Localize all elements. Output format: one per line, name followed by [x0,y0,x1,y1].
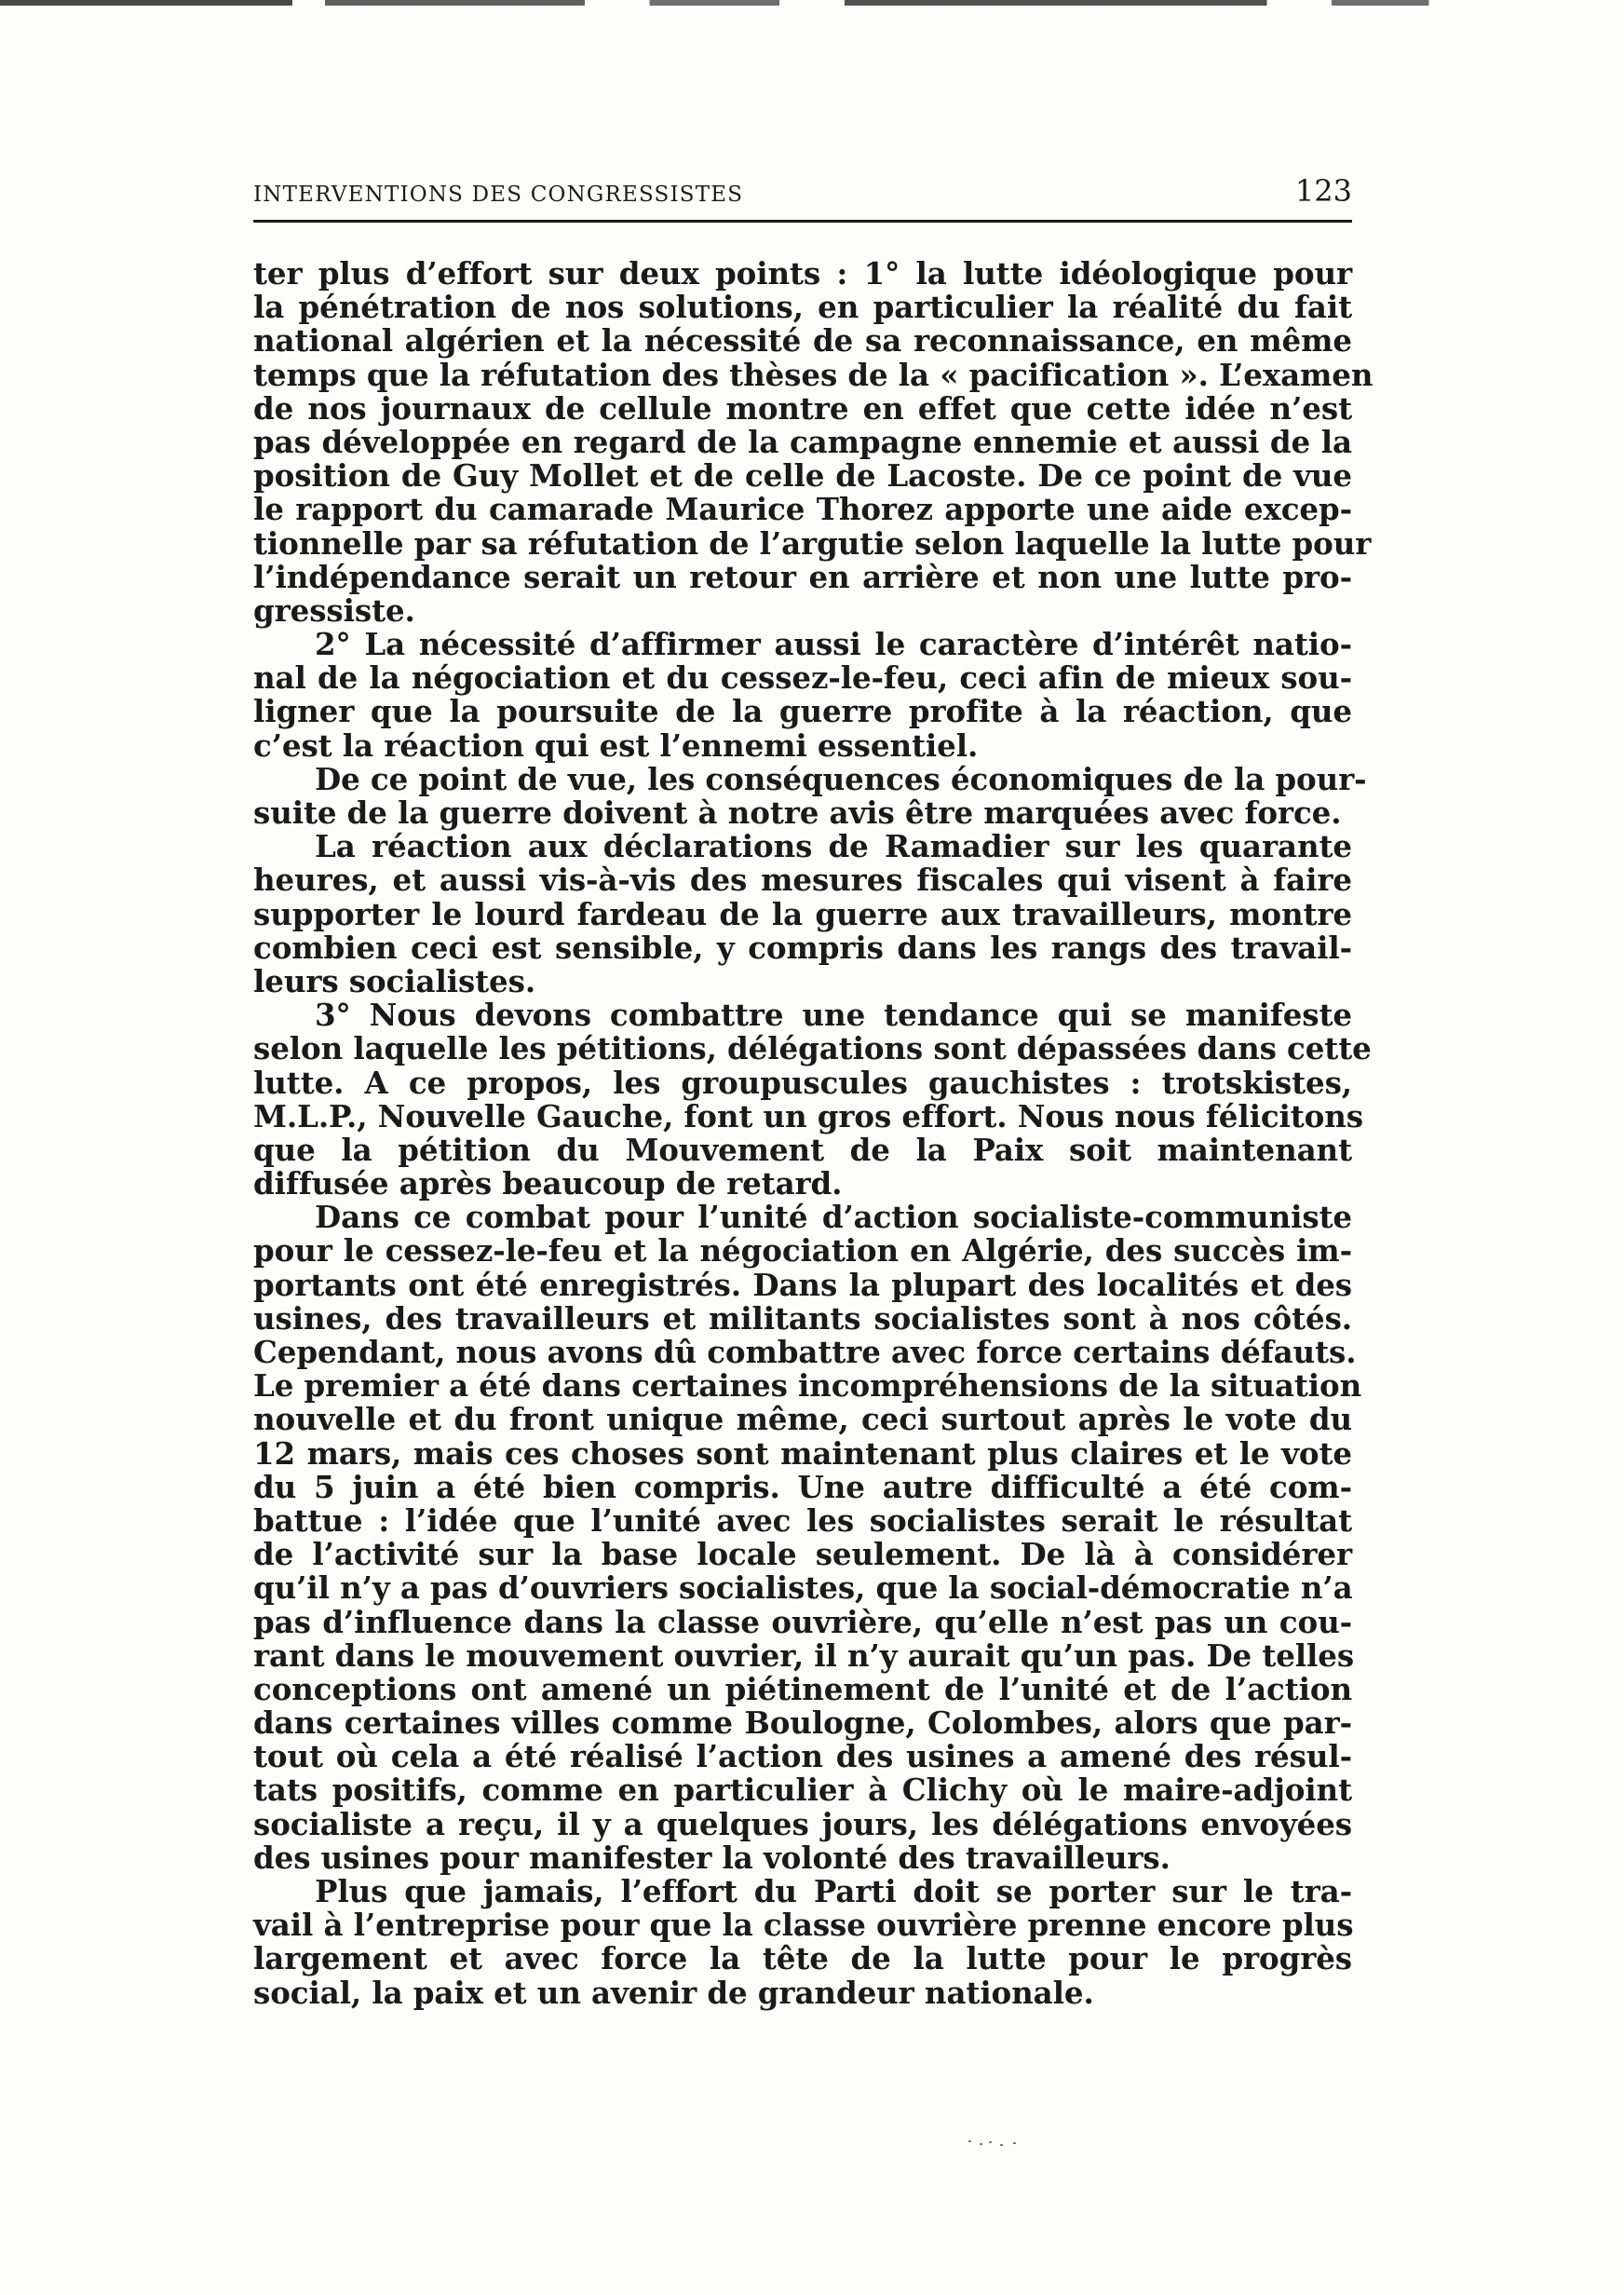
text-line: tout où cela a été réalisé l’action des usines a amené des résul- [253,1738,1352,1775]
text-line: La réaction aux déclarations de Ramadier sur les quarante [315,828,1352,865]
speck [989,2141,992,2143]
text-line: gressiste. [253,591,415,629]
scan-edge-artifact [0,0,1624,6]
header-rule [253,220,1352,223]
text-line: du 5 juin a été bien compris. Une autre difficulté a été com- [253,1468,1352,1505]
text-line: tionnelle par sa réfutation de l’argutie selon laquelle la lutte pour [253,524,1372,562]
text-line: que la pétition du Mouvement de la Paix soit maintenant [253,1131,1352,1168]
text-line: lutte. A ce propos, les groupuscules gauchistes : trotskistes, [253,1064,1352,1101]
text-line: social, la paix et un avenir de grandeur nationale. [253,1974,1094,2011]
speck [980,2143,982,2145]
text-line: qu’il n’y a pas d’ouvriers socialistes, que la social-démocratie n’a [253,1569,1353,1607]
text-line: de nos journaux de cellule montre en effet que cette idée n’est [253,389,1352,427]
text-line: ter plus d’effort sur deux points : 1° la lutte idéologique pour [253,255,1352,292]
text-line: battue : l’idée que l’unité avec les socialistes serait le résultat [253,1501,1352,1539]
speck [968,2140,971,2142]
running-head [253,166,1352,218]
text-line: diffusée après beaucoup de retard. [253,1165,843,1202]
text-line: selon laquelle les pétitions, délégations sont dépassées dans cette [253,1030,1372,1067]
text-line: heures, et aussi vis-à-vis des mesures fiscales qui visent à faire [253,862,1352,899]
text-line: Dans ce combat pour l’unité d’action socialiste-communiste [315,1199,1352,1236]
text-line: Le premier a été dans certaines incompréhensions de la situation [253,1367,1362,1405]
text-line: c’est la réaction qui est l’ennemi essentiel. [253,727,979,764]
text-line: des usines pour manifester la volonté des travailleurs. [253,1839,1171,1876]
text-line: socialiste a reçu, il y a quelques jours, les délégations envoyées [253,1805,1352,1842]
text-line: temps que la réfutation des thèses de la « pacification ». L’examen [253,356,1374,393]
text-line: Plus que jamais, l’effort du Parti doit se porter sur le tra- [315,1873,1352,1909]
page-number: 123 [1294,173,1352,209]
text-line: largement et avec force la tête de la lutte pour le progrès [253,1940,1352,1977]
text-line: Cependant, nous avons dû combattre avec force certains défauts. [253,1334,1357,1370]
text-line: de l’activité sur la base locale seulement. De là à considérer [253,1536,1352,1573]
text-line: De ce point de vue, les conséquences économiques de la pour- [315,760,1367,797]
text-line: leurs socialistes. [253,962,536,999]
text-line: l’indépendance serait un retour en arrière et non une lutte pro- [253,558,1352,595]
text-line: conceptions ont amené un piétinement de l’unité et de l’action [253,1670,1352,1707]
text-line: position de Guy Mollet et de celle de Lacoste. De ce point de vue [253,457,1352,495]
speck [1013,2142,1016,2144]
text-line: 12 mars, mais ces choses sont maintenant plus claires et le vote [253,1434,1352,1472]
text-line: rant dans le mouvement ouvrier, il n’y aurait qu’un pas. De telles [253,1636,1355,1674]
text-line: nal de la négociation et du cessez-le-feu, ceci afin de mieux sou- [253,659,1352,697]
text-line: 2° La nécessité d’affirmer aussi le caractère d’intérêt natio- [315,626,1352,663]
speck [1000,2144,1003,2146]
running-title: INTERVENTIONS DES CONGRESSISTES [253,183,744,207]
text-line: 3° Nous devons combattre une tendance qui se manifeste [315,997,1352,1034]
text-line: national algérien et la nécessité de sa reconnaissance, en même [253,322,1352,360]
text-line: la pénétration de nos solutions, en particulier la réalité du fait [253,289,1352,326]
text-line: portants ont été enregistrés. Dans la plupart des localités et des [253,1266,1352,1303]
text-line: M.L.P., Nouvelle Gauche, font un gros effort. Nous nous félicitons [253,1097,1363,1134]
text-line: suite de la guerre doivent à notre avis être marquées avec force. [253,794,1342,831]
text-line: pour le cessez-le-feu et la négociation en Algérie, des succès im- [253,1232,1352,1270]
text-line: combien ceci est sensible, y compris dans les rangs des travail- [253,929,1352,966]
text-line: usines, des travailleurs et militants socialistes sont à nos côtés. [253,1299,1352,1337]
text-line: supporter le lourd fardeau de la guerre aux travailleurs, montre [253,895,1352,932]
text-line: ligner que la poursuite de la guerre profite à la réaction, que [253,693,1352,730]
scan-speck-artifact [968,2139,1043,2148]
text-line: vail à l’entreprise pour que la classe ouvrière prenne encore plus [253,1907,1354,1944]
text-line: dans certaines villes comme Boulogne, Colombes, alors que par- [253,1704,1352,1742]
text-line: tats positifs, comme en particulier à Clichy où le maire-adjoint [253,1772,1352,1809]
text-line: nouvelle et du front unique même, ceci surtout après le vote du [253,1401,1352,1438]
text-line: pas développée en regard de la campagne ennemie et aussi de la [253,423,1352,460]
text-line: pas d’influence dans la classe ouvrière, qu’elle n’est pas un cou- [253,1603,1352,1640]
body-text [253,255,1374,2011]
text-line: le rapport du camarade Maurice Thorez apporte une aide excep- [253,491,1352,528]
